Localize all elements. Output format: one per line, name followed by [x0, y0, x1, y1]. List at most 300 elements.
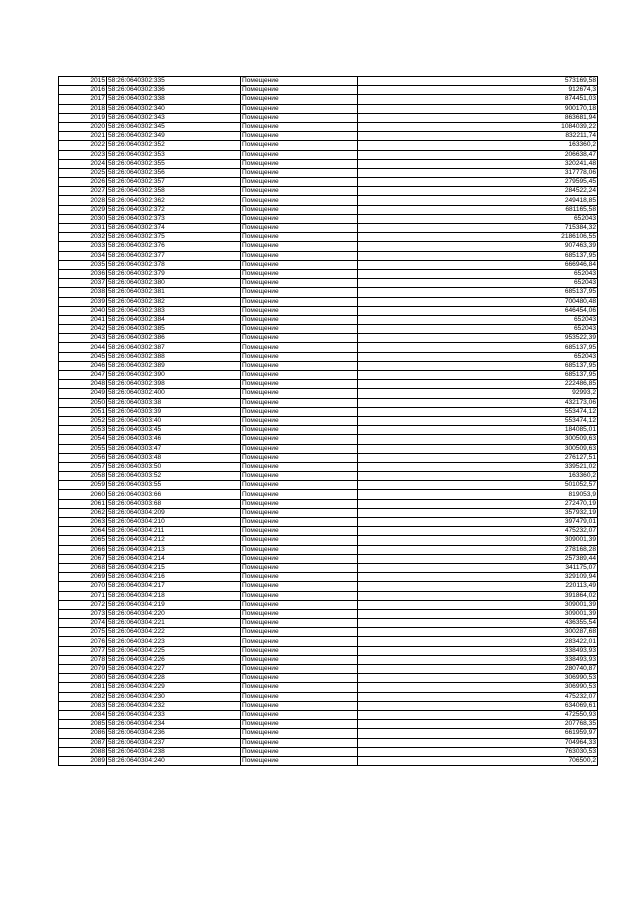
- object-type-cell: Помещение: [241, 453, 358, 462]
- cadastral-value-table: [58, 76, 598, 766]
- row-number-cell: 2017: [59, 95, 107, 104]
- cadastral-number-cell: 58:26:0640302:343: [107, 113, 241, 122]
- cadastral-number-cell: 58:26:0640304:210: [107, 518, 241, 527]
- object-type-cell: Помещение: [241, 233, 358, 242]
- cadastral-number-cell: 58:26:0640304:232: [107, 701, 241, 710]
- table-row: [59, 508, 598, 517]
- table-row: [59, 297, 598, 306]
- cadastral-number-cell: 58:26:0640302:388: [107, 352, 241, 361]
- object-type-cell: Помещение: [241, 297, 358, 306]
- cadastral-number-cell: 58:26:0640304:233: [107, 710, 241, 719]
- cadastral-value-cell: 553474,12: [358, 407, 598, 416]
- cadastral-value-cell: 874451,03: [358, 95, 598, 104]
- table-row: [59, 563, 598, 572]
- object-type-cell: Помещение: [241, 655, 358, 664]
- cadastral-value-cell: 681165,58: [358, 205, 598, 214]
- object-type-cell: Помещение: [241, 674, 358, 683]
- cadastral-number-cell: 58:26:0640302:390: [107, 371, 241, 380]
- cadastral-number-cell: 58:26:0640303:55: [107, 481, 241, 490]
- cadastral-number-cell: 58:26:0640304:211: [107, 527, 241, 536]
- cadastral-value-cell: 220113,49: [358, 582, 598, 591]
- table-row: [59, 756, 598, 765]
- object-type-cell: Помещение: [241, 251, 358, 260]
- cadastral-value-cell: 652043: [358, 315, 598, 324]
- cadastral-value-cell: 475232,07: [358, 692, 598, 701]
- row-number-cell: 2015: [59, 77, 107, 86]
- cadastral-value-cell: 309001,39: [358, 609, 598, 618]
- cadastral-value-cell: 283422,01: [358, 637, 598, 646]
- cadastral-value-cell: 391864,02: [358, 591, 598, 600]
- object-type-cell: Помещение: [241, 692, 358, 701]
- row-number-cell: 2039: [59, 297, 107, 306]
- cadastral-value-cell: 1084039,22: [358, 122, 598, 131]
- cadastral-value-cell: 249418,85: [358, 196, 598, 205]
- table-row: [59, 306, 598, 315]
- row-number-cell: 2080: [59, 674, 107, 683]
- row-number-cell: 2054: [59, 435, 107, 444]
- cadastral-value-cell: 819053,9: [358, 490, 598, 499]
- row-number-cell: 2070: [59, 582, 107, 591]
- table-row: [59, 178, 598, 187]
- cadastral-value-cell: 279595,45: [358, 178, 598, 187]
- row-number-cell: 2059: [59, 481, 107, 490]
- cadastral-number-cell: 58:26:0640302:349: [107, 132, 241, 141]
- cadastral-value-cell: 309001,39: [358, 536, 598, 545]
- row-number-cell: 2040: [59, 306, 107, 315]
- cadastral-number-cell: 58:26:0640302:379: [107, 269, 241, 278]
- object-type-cell: Помещение: [241, 710, 358, 719]
- row-number-cell: 2067: [59, 554, 107, 563]
- row-number-cell: 2032: [59, 233, 107, 242]
- object-type-cell: Помещение: [241, 472, 358, 481]
- table-row: [59, 352, 598, 361]
- cadastral-value-cell: 700480,48: [358, 297, 598, 306]
- object-type-cell: Помещение: [241, 77, 358, 86]
- object-type-cell: Помещение: [241, 325, 358, 334]
- object-type-cell: Помещение: [241, 628, 358, 637]
- table-row: [59, 536, 598, 545]
- table-row: [59, 637, 598, 646]
- object-type-cell: Помещение: [241, 104, 358, 113]
- row-number-cell: 2028: [59, 196, 107, 205]
- row-number-cell: 2063: [59, 518, 107, 527]
- table-row: [59, 665, 598, 674]
- object-type-cell: Помещение: [241, 205, 358, 214]
- cadastral-number-cell: 58:26:0640304:236: [107, 729, 241, 738]
- object-type-cell: Помещение: [241, 398, 358, 407]
- table-row: [59, 104, 598, 113]
- cadastral-number-cell: 58:26:0640303:48: [107, 453, 241, 462]
- cadastral-number-cell: 58:26:0640302:377: [107, 251, 241, 260]
- object-type-cell: Помещение: [241, 738, 358, 747]
- cadastral-value-cell: 472550,93: [358, 710, 598, 719]
- row-number-cell: 2022: [59, 141, 107, 150]
- table-row: [59, 720, 598, 729]
- object-type-cell: Помещение: [241, 554, 358, 563]
- row-number-cell: 2031: [59, 224, 107, 233]
- table-row: [59, 747, 598, 756]
- object-type-cell: Помещение: [241, 536, 358, 545]
- cadastral-value-cell: 863681,94: [358, 113, 598, 122]
- table-row: [59, 325, 598, 334]
- object-type-cell: Помещение: [241, 462, 358, 471]
- object-type-cell: Помещение: [241, 224, 358, 233]
- row-number-cell: 2050: [59, 398, 107, 407]
- row-number-cell: 2069: [59, 573, 107, 582]
- table-row: [59, 371, 598, 380]
- table-row: [59, 490, 598, 499]
- object-type-cell: Помещение: [241, 141, 358, 150]
- table-row: [59, 499, 598, 508]
- cadastral-number-cell: 58:26:0640302:373: [107, 214, 241, 223]
- table-row: [59, 655, 598, 664]
- table-row: [59, 674, 598, 683]
- table-row: [59, 591, 598, 600]
- object-type-cell: Помещение: [241, 591, 358, 600]
- table-row: [59, 113, 598, 122]
- table-row: [59, 205, 598, 214]
- cadastral-value-cell: 338493,93: [358, 655, 598, 664]
- row-number-cell: 2056: [59, 453, 107, 462]
- table-row: [59, 701, 598, 710]
- table-row: [59, 729, 598, 738]
- object-type-cell: Помещение: [241, 269, 358, 278]
- object-type-cell: Помещение: [241, 646, 358, 655]
- cadastral-number-cell: 58:26:0640304:240: [107, 756, 241, 765]
- cadastral-value-cell: 475232,07: [358, 527, 598, 536]
- cadastral-number-cell: 58:26:0640302:382: [107, 297, 241, 306]
- cadastral-value-cell: 320241,48: [358, 159, 598, 168]
- table-row: [59, 233, 598, 242]
- cadastral-number-cell: 58:26:0640302:356: [107, 168, 241, 177]
- object-type-cell: Помещение: [241, 95, 358, 104]
- cadastral-value-cell: 953522,39: [358, 334, 598, 343]
- table-row: [59, 609, 598, 618]
- object-type-cell: Помещение: [241, 168, 358, 177]
- cadastral-number-cell: 58:26:0640304:213: [107, 545, 241, 554]
- cadastral-number-cell: 58:26:0640304:218: [107, 591, 241, 600]
- cadastral-value-cell: 306990,53: [358, 683, 598, 692]
- cadastral-value-cell: 2186106,55: [358, 233, 598, 242]
- table-row: [59, 435, 598, 444]
- row-number-cell: 2071: [59, 591, 107, 600]
- row-number-cell: 2043: [59, 334, 107, 343]
- cadastral-number-cell: 58:26:0640304:237: [107, 738, 241, 747]
- object-type-cell: Помещение: [241, 747, 358, 756]
- row-number-cell: 2042: [59, 325, 107, 334]
- table-row: [59, 416, 598, 425]
- cadastral-value-cell: 907463,39: [358, 242, 598, 251]
- cadastral-number-cell: 58:26:0640304:230: [107, 692, 241, 701]
- object-type-cell: Помещение: [241, 150, 358, 159]
- cadastral-number-cell: 58:26:0640302:355: [107, 159, 241, 168]
- table-row: [59, 710, 598, 719]
- row-number-cell: 2036: [59, 269, 107, 278]
- row-number-cell: 2057: [59, 462, 107, 471]
- cadastral-number-cell: 58:26:0640303:45: [107, 426, 241, 435]
- row-number-cell: 2058: [59, 472, 107, 481]
- object-type-cell: Помещение: [241, 444, 358, 453]
- table-row: [59, 692, 598, 701]
- row-number-cell: 2046: [59, 361, 107, 370]
- object-type-cell: Помещение: [241, 701, 358, 710]
- table-row: [59, 159, 598, 168]
- cadastral-number-cell: 58:26:0640302:387: [107, 343, 241, 352]
- cadastral-number-cell: 58:26:0640304:225: [107, 646, 241, 655]
- table-row: [59, 444, 598, 453]
- cadastral-number-cell: 58:26:0640304:228: [107, 674, 241, 683]
- object-type-cell: Помещение: [241, 196, 358, 205]
- object-type-cell: Помещение: [241, 352, 358, 361]
- row-number-cell: 2038: [59, 288, 107, 297]
- row-number-cell: 2060: [59, 490, 107, 499]
- table-row: [59, 361, 598, 370]
- row-number-cell: 2078: [59, 655, 107, 664]
- row-number-cell: 2027: [59, 187, 107, 196]
- cadastral-value-cell: 652043: [358, 269, 598, 278]
- row-number-cell: 2033: [59, 242, 107, 251]
- object-type-cell: Помещение: [241, 361, 358, 370]
- row-number-cell: 2030: [59, 214, 107, 223]
- row-number-cell: 2044: [59, 343, 107, 352]
- object-type-cell: Помещение: [241, 260, 358, 269]
- object-type-cell: Помещение: [241, 720, 358, 729]
- cadastral-number-cell: 58:26:0640303:39: [107, 407, 241, 416]
- row-number-cell: 2021: [59, 132, 107, 141]
- cadastral-value-cell: 912674,3: [358, 86, 598, 95]
- table-row: [59, 472, 598, 481]
- cadastral-value-cell: 661959,97: [358, 729, 598, 738]
- object-type-cell: Помещение: [241, 518, 358, 527]
- cadastral-number-cell: 58:26:0640302:372: [107, 205, 241, 214]
- table-row: [59, 150, 598, 159]
- object-type-cell: Помещение: [241, 407, 358, 416]
- cadastral-number-cell: 58:26:0640304:238: [107, 747, 241, 756]
- object-type-cell: Помещение: [241, 508, 358, 517]
- table-row: [59, 398, 598, 407]
- cadastral-number-cell: 58:26:0640302:383: [107, 306, 241, 315]
- row-number-cell: 2089: [59, 756, 107, 765]
- table-row: [59, 260, 598, 269]
- row-number-cell: 2079: [59, 665, 107, 674]
- table-row: [59, 288, 598, 297]
- cadastral-number-cell: 58:26:0640304:226: [107, 655, 241, 664]
- cadastral-value-cell: 300509,63: [358, 444, 598, 453]
- row-number-cell: 2064: [59, 527, 107, 536]
- row-number-cell: 2075: [59, 628, 107, 637]
- cadastral-value-cell: 284522,24: [358, 187, 598, 196]
- row-number-cell: 2081: [59, 683, 107, 692]
- row-number-cell: 2072: [59, 600, 107, 609]
- cadastral-value-cell: 715384,32: [358, 224, 598, 233]
- table-row: [59, 481, 598, 490]
- table-row: [59, 95, 598, 104]
- table-row: [59, 389, 598, 398]
- object-type-cell: Помещение: [241, 159, 358, 168]
- table-row: [59, 462, 598, 471]
- table-row: [59, 132, 598, 141]
- table-row: [59, 224, 598, 233]
- cadastral-number-cell: 58:26:0640303:40: [107, 416, 241, 425]
- cadastral-value-cell: 280740,87: [358, 665, 598, 674]
- row-number-cell: 2020: [59, 122, 107, 131]
- row-number-cell: 2045: [59, 352, 107, 361]
- row-number-cell: 2037: [59, 279, 107, 288]
- table-row: [59, 683, 598, 692]
- cadastral-value-cell: 163360,2: [358, 472, 598, 481]
- object-type-cell: Помещение: [241, 334, 358, 343]
- table-row: [59, 343, 598, 352]
- table-row: [59, 269, 598, 278]
- row-number-cell: 2051: [59, 407, 107, 416]
- row-number-cell: 2035: [59, 260, 107, 269]
- row-number-cell: 2065: [59, 536, 107, 545]
- cadastral-value-cell: 338493,93: [358, 646, 598, 655]
- cadastral-number-cell: 58:26:0640302:362: [107, 196, 241, 205]
- cadastral-value-cell: 184085,01: [358, 426, 598, 435]
- cadastral-value-cell: 685137,95: [358, 343, 598, 352]
- table-row: [59, 334, 598, 343]
- row-number-cell: 2082: [59, 692, 107, 701]
- row-number-cell: 2034: [59, 251, 107, 260]
- cadastral-value-cell: 900170,18: [358, 104, 598, 113]
- cadastral-value-cell: 553474,12: [358, 416, 598, 425]
- cadastral-number-cell: 58:26:0640302:398: [107, 380, 241, 389]
- cadastral-number-cell: 58:26:0640304:227: [107, 665, 241, 674]
- object-type-cell: Помещение: [241, 683, 358, 692]
- cadastral-value-cell: 685137,95: [358, 288, 598, 297]
- table-row: [59, 251, 598, 260]
- row-number-cell: 2083: [59, 701, 107, 710]
- cadastral-value-cell: 329109,94: [358, 573, 598, 582]
- cadastral-number-cell: 58:26:0640304:223: [107, 637, 241, 646]
- cadastral-value-cell: 272470,19: [358, 499, 598, 508]
- object-type-cell: Помещение: [241, 343, 358, 352]
- row-number-cell: 2074: [59, 619, 107, 628]
- object-type-cell: Помещение: [241, 545, 358, 554]
- cadastral-value-cell: 573169,58: [358, 77, 598, 86]
- row-number-cell: 2029: [59, 205, 107, 214]
- object-type-cell: Помещение: [241, 637, 358, 646]
- row-number-cell: 2053: [59, 426, 107, 435]
- object-type-cell: Помещение: [241, 665, 358, 674]
- row-number-cell: 2049: [59, 389, 107, 398]
- object-type-cell: Помещение: [241, 499, 358, 508]
- row-number-cell: 2041: [59, 315, 107, 324]
- cadastral-value-cell: 207768,35: [358, 720, 598, 729]
- row-number-cell: 2073: [59, 609, 107, 618]
- table-row: [59, 628, 598, 637]
- table-row: [59, 315, 598, 324]
- cadastral-value-cell: 685137,95: [358, 251, 598, 260]
- table-row: [59, 600, 598, 609]
- cadastral-number-cell: 58:26:0640302:385: [107, 325, 241, 334]
- row-number-cell: 2087: [59, 738, 107, 747]
- cadastral-number-cell: 58:26:0640304:222: [107, 628, 241, 637]
- row-number-cell: 2023: [59, 150, 107, 159]
- row-number-cell: 2052: [59, 416, 107, 425]
- cadastral-value-cell: 278168,28: [358, 545, 598, 554]
- table-row: [59, 518, 598, 527]
- object-type-cell: Помещение: [241, 729, 358, 738]
- cadastral-number-cell: 58:26:0640304:212: [107, 536, 241, 545]
- cadastral-value-cell: 432173,06: [358, 398, 598, 407]
- table-row: [59, 86, 598, 95]
- object-type-cell: Помещение: [241, 573, 358, 582]
- cadastral-number-cell: 58:26:0640302:353: [107, 150, 241, 159]
- table-row: [59, 279, 598, 288]
- table-row: [59, 122, 598, 131]
- object-type-cell: Помещение: [241, 563, 358, 572]
- cadastral-number-cell: 58:26:0640302:335: [107, 77, 241, 86]
- cadastral-value-cell: 646454,06: [358, 306, 598, 315]
- object-type-cell: Помещение: [241, 214, 358, 223]
- object-type-cell: Помещение: [241, 619, 358, 628]
- cadastral-number-cell: 58:26:0640304:215: [107, 563, 241, 572]
- table-body: [59, 77, 598, 766]
- row-number-cell: 2076: [59, 637, 107, 646]
- cadastral-value-cell: 357932,19: [358, 508, 598, 517]
- cadastral-number-cell: 58:26:0640304:234: [107, 720, 241, 729]
- cadastral-value-cell: 832211,74: [358, 132, 598, 141]
- object-type-cell: Помещение: [241, 609, 358, 618]
- cadastral-value-cell: 276127,51: [358, 453, 598, 462]
- row-number-cell: 2077: [59, 646, 107, 655]
- cadastral-number-cell: 58:26:0640303:38: [107, 398, 241, 407]
- cadastral-value-cell: 706500,2: [358, 756, 598, 765]
- cadastral-value-cell: 763030,53: [358, 747, 598, 756]
- cadastral-number-cell: 58:26:0640302:374: [107, 224, 241, 233]
- object-type-cell: Помещение: [241, 315, 358, 324]
- cadastral-number-cell: 58:26:0640302:358: [107, 187, 241, 196]
- row-number-cell: 2061: [59, 499, 107, 508]
- cadastral-value-cell: 652043: [358, 352, 598, 361]
- cadastral-number-cell: 58:26:0640304:217: [107, 582, 241, 591]
- cadastral-number-cell: 58:26:0640302:375: [107, 233, 241, 242]
- object-type-cell: Помещение: [241, 389, 358, 398]
- cadastral-value-cell: 206638,47: [358, 150, 598, 159]
- table-row: [59, 545, 598, 554]
- row-number-cell: 2025: [59, 168, 107, 177]
- object-type-cell: Помещение: [241, 86, 358, 95]
- object-type-cell: Помещение: [241, 582, 358, 591]
- row-number-cell: 2062: [59, 508, 107, 517]
- cadastral-value-cell: 92993,2: [358, 389, 598, 398]
- table-row: [59, 196, 598, 205]
- object-type-cell: Помещение: [241, 178, 358, 187]
- cadastral-value-cell: 652043: [358, 325, 598, 334]
- row-number-cell: 2086: [59, 729, 107, 738]
- cadastral-value-cell: 501052,57: [358, 481, 598, 490]
- cadastral-value-cell: 685137,95: [358, 371, 598, 380]
- row-number-cell: 2066: [59, 545, 107, 554]
- cadastral-value-cell: 300509,63: [358, 435, 598, 444]
- cadastral-value-cell: 436355,54: [358, 619, 598, 628]
- table-row: [59, 168, 598, 177]
- row-number-cell: 2019: [59, 113, 107, 122]
- object-type-cell: Помещение: [241, 113, 358, 122]
- object-type-cell: Помещение: [241, 490, 358, 499]
- cadastral-number-cell: 58:26:0640304:214: [107, 554, 241, 563]
- row-number-cell: 2085: [59, 720, 107, 729]
- cadastral-number-cell: 58:26:0640304:219: [107, 600, 241, 609]
- row-number-cell: 2068: [59, 563, 107, 572]
- object-type-cell: Помещение: [241, 242, 358, 251]
- cadastral-value-cell: 300287,68: [358, 628, 598, 637]
- cadastral-value-cell: 163360,2: [358, 141, 598, 150]
- cadastral-value-cell: 634069,61: [358, 701, 598, 710]
- object-type-cell: Помещение: [241, 600, 358, 609]
